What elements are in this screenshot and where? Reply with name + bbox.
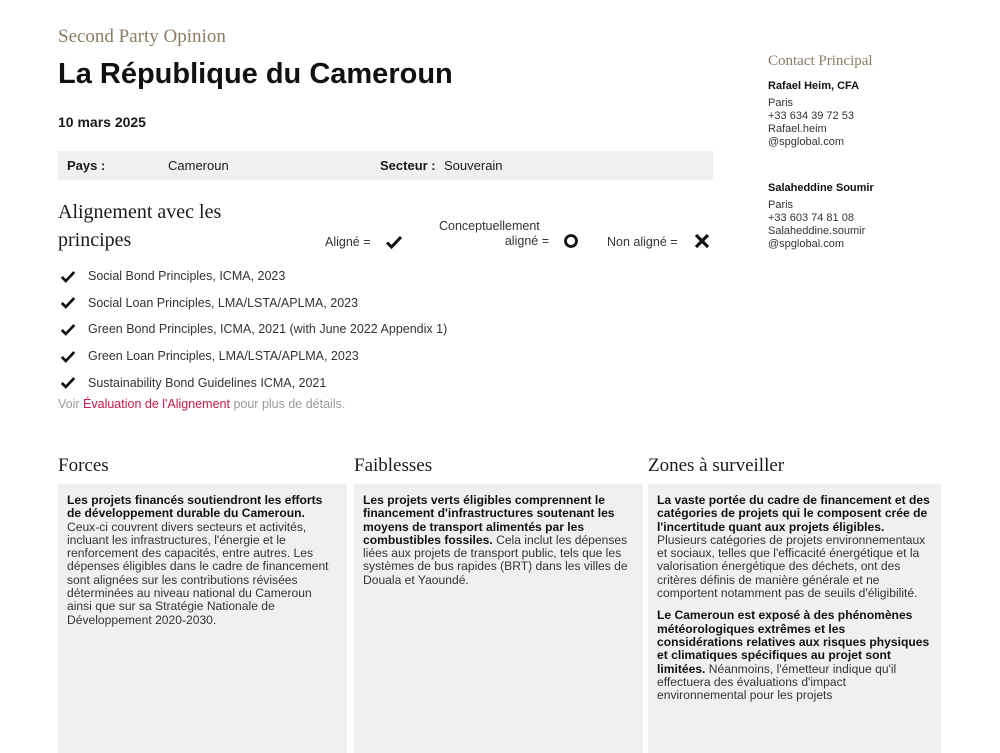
faiblesses-bold: Les projets verts éligibles comprennent le financement d'infrastructures soutenant les moyens de transport alimentés par les combustibles fossiles. — [363, 493, 615, 547]
faiblesses-paragraph — [363, 494, 635, 587]
contact-person — [768, 80, 968, 149]
alignment-evaluation-link[interactable]: Évaluation de l'Alignement — [83, 397, 230, 411]
zones-text-1: Plusieurs catégories de projets environnementaux et sociaux, telles que l'efficacité énergétique et la valorisation énergétique des déchets, ont des critères définis de manière générale et ne comportent notamment pas de seuils d'éligibilité. — [657, 532, 926, 601]
principles-list — [60, 263, 660, 396]
forces-paragraph — [67, 494, 339, 627]
list-item — [60, 316, 660, 343]
zones-bold-2: Le Cameroun est exposé à des phénomènes météorologiques extrêmes et les considérations relatives aux risques physiques et climatiques spécifiques au projet sont limitées. — [657, 608, 930, 676]
principle-label: Green Loan Principles, LMA/LSTA/APLMA, 2023 — [88, 349, 359, 364]
contact-email[interactable] — [768, 123, 968, 149]
alignment-title — [58, 198, 308, 254]
faiblesses-heading: Faiblesses — [354, 455, 433, 476]
country-label: Pays : — [67, 158, 106, 173]
sector-label: Secteur : — [380, 158, 436, 173]
zones-paragraph-1 — [657, 494, 933, 600]
legend-conceptual-label — [439, 219, 549, 249]
list-item — [60, 263, 660, 290]
legend-conceptual-line2: aligné = — [504, 234, 549, 248]
zones-heading: Zones à surveiller — [648, 455, 785, 476]
contact-city: Paris — [768, 97, 794, 109]
contact-phone[interactable]: +33 634 39 72 53 — [768, 110, 854, 122]
checkmark-icon — [60, 376, 76, 389]
see-more-suffix: pour plus de détails. — [233, 397, 346, 411]
zones-box — [648, 484, 941, 753]
contact-phone[interactable]: +33 603 74 81 08 — [768, 212, 854, 224]
contact-person — [768, 182, 968, 251]
faiblesses-text: Cela inclut les dépenses liées aux projets de transport public, tels que les systèmes de bus rapides (BRT) dans les villes de Douala et Yaoundé. — [363, 532, 628, 587]
zones-paragraph-2 — [657, 609, 933, 702]
alignment-title-line1: Alignement avec les — [58, 201, 222, 223]
principle-label: Sustainability Bond Guidelines ICMA, 2021 — [88, 375, 327, 390]
checkmark-icon — [60, 270, 76, 283]
principle-label: Green Bond Principles, ICMA, 2021 (with June 2022 Appendix 1) — [88, 322, 448, 337]
see-more-prefix: Voir — [58, 397, 80, 411]
legend-not-aligned-label: Non aligné = — [607, 235, 678, 249]
forces-text: Ceux-ci couvrent divers secteurs et activités, incluant les infrastructures, l'énergie et le renforcement des capacités, entre autres. Les dépenses éligibles dans le cadre de financement sont alignées sur les contributions révisées déterminées au niveau national du Cameroun ainsi que sur sa Stratégie Nationale de Développement 2020-2030. — [67, 519, 329, 627]
faiblesses-box — [354, 484, 643, 753]
contact-title: Contact Principal — [768, 53, 873, 69]
list-item — [60, 290, 660, 317]
checkmark-icon — [60, 350, 76, 363]
principle-label: Social Loan Principles, LMA/LSTA/APLMA, 2023 — [88, 295, 359, 310]
zones-bold-1: La vaste portée du cadre de financement et des catégories de projets qui le composent crée de l'incertitude quant aux projets éligibles. — [657, 493, 930, 534]
contact-name: Rafael Heim, CFA — [768, 80, 860, 92]
contact-email-line2: @spglobal.com — [768, 238, 844, 250]
forces-box — [58, 484, 347, 753]
contact-email[interactable] — [768, 225, 968, 251]
list-item — [60, 369, 660, 396]
info-bar — [58, 151, 713, 180]
forces-bold: Les projets financés soutiendront les efforts de développement durable du Cameroun. — [67, 493, 323, 521]
page-title: La République du Cameroun — [58, 58, 453, 90]
contact-name: Salaheddine Soumir — [768, 182, 874, 194]
cross-icon — [693, 232, 711, 250]
contact-sidebar — [768, 52, 968, 284]
see-more-text — [58, 397, 345, 411]
circle-icon — [563, 233, 579, 249]
country-value: Cameroun — [168, 158, 229, 173]
checkmark-icon — [60, 323, 76, 336]
list-item — [60, 343, 660, 370]
report-type: Second Party Opinion — [58, 26, 226, 47]
contact-email-line1: Salaheddine.soumir — [768, 225, 866, 237]
principle-label: Social Bond Principles, ICMA, 2023 — [88, 269, 286, 284]
zones-text-2: Néanmoins, l'émetteur indique qu'il effectuera des évaluations d'impact environnemental pour les projets — [657, 661, 897, 703]
checkmark-icon — [60, 296, 76, 309]
alignment-title-line2: principes — [58, 229, 132, 251]
checkmark-icon — [385, 235, 403, 249]
legend-conceptual-line1: Conceptuellement — [439, 219, 540, 233]
contact-city: Paris — [768, 199, 794, 211]
contact-email-line1: Rafael.heim — [768, 123, 827, 135]
sector-value: Souverain — [444, 158, 503, 173]
report-date: 10 mars 2025 — [58, 114, 146, 130]
contact-email-line2: @spglobal.com — [768, 136, 844, 148]
legend-aligned-label: Aligné = — [325, 235, 371, 249]
forces-heading: Forces — [58, 455, 109, 476]
